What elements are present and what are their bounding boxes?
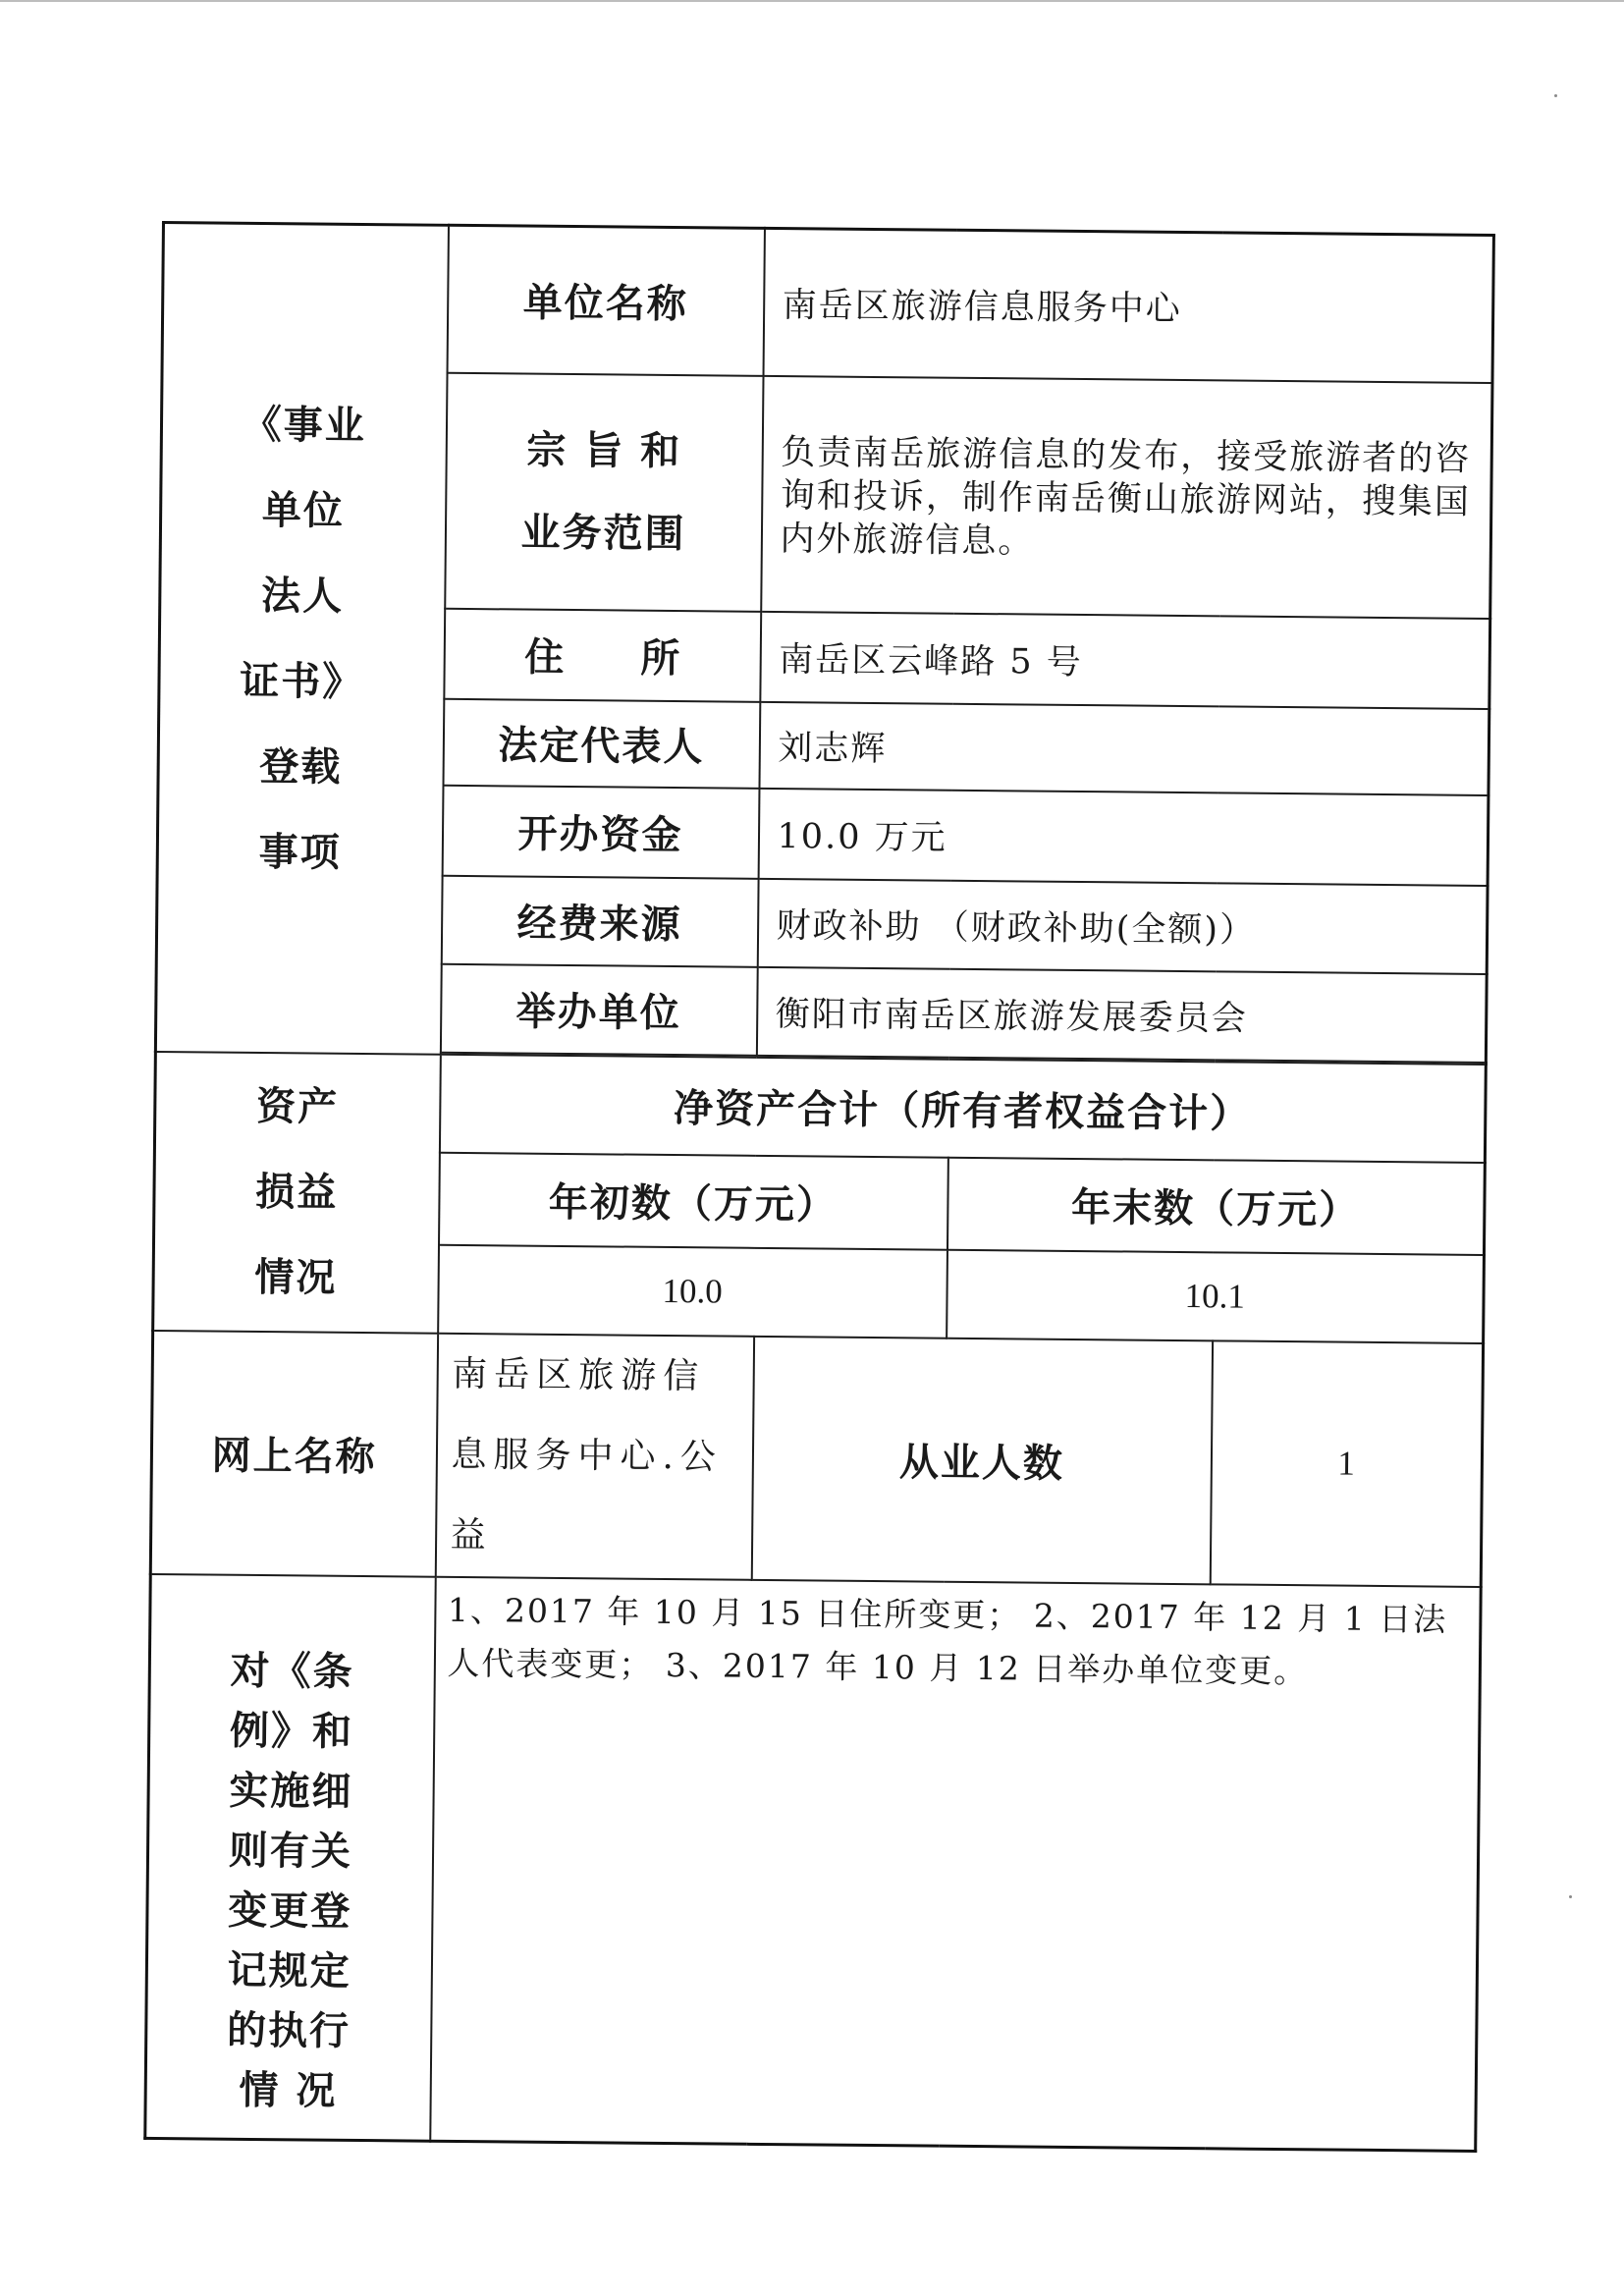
capital-value: 10.0 万元 <box>758 788 1489 885</box>
row-assets-heading <box>154 1051 1486 1162</box>
online-name-label: 网上名称 <box>150 1330 437 1576</box>
row-online-name <box>150 1330 1483 1586</box>
change-record-text: 1、2017 年 10 月 15 日住所变更； 2、2017 年 12 月 1 日法人代表变更； 3、2017 年 10 月 12 日举办单位变更。 <box>430 1576 1481 2151</box>
year-begin-label: 年初数（万元） <box>439 1152 948 1249</box>
funding-label: 经费来源 <box>441 875 758 966</box>
unit-name-value: 南岳区旅游信息服务中心 <box>763 228 1493 382</box>
cert-items-side-label <box>155 223 448 1055</box>
year-end-label: 年末数（万元） <box>947 1157 1485 1254</box>
year-end-value: 10.1 <box>947 1249 1485 1342</box>
side-label-line: 证书》 <box>240 657 364 705</box>
year-begin-value: 10.0 <box>438 1244 947 1338</box>
side-label-line: 资产 <box>255 1082 340 1130</box>
side-label-line: 变更登 <box>228 1886 352 1935</box>
side-label-line: 登载 <box>259 742 343 791</box>
purpose-label <box>445 372 763 611</box>
registration-table <box>143 221 1495 2153</box>
legal-rep-value: 刘志辉 <box>759 701 1489 794</box>
address-label-text: 住所 <box>524 633 757 683</box>
scan-speck <box>1569 1895 1572 1898</box>
purpose-value: 负责南岳旅游信息的发布，接受旅游者的咨询和投诉，制作南岳衡山旅游网站，搜集国内外旅游信息。 <box>761 375 1492 618</box>
side-label-line: 《事业 <box>242 401 366 449</box>
row-unit-name <box>162 223 1493 383</box>
purpose-label-line-2: 业务范围 <box>520 509 686 557</box>
side-label-line: 的执行 <box>226 2006 352 2054</box>
side-label-line: 记规定 <box>227 1946 352 1995</box>
assets-side-label <box>153 1051 441 1333</box>
side-label-line: 情况 <box>254 1253 338 1301</box>
online-name-value: 南岳区旅游信息服务中心.公益 <box>435 1333 753 1579</box>
sponsor-value: 衡阳市南岳区旅游发展委员会 <box>756 966 1487 1062</box>
side-label-line: 例》和 <box>229 1707 354 1755</box>
funding-value: 财政补助 （财政补助(全额)） <box>757 878 1488 973</box>
side-label-line: 损益 <box>255 1168 339 1216</box>
side-label-line: 对《条 <box>230 1647 354 1695</box>
sponsor-label: 举办单位 <box>440 963 757 1055</box>
side-label-line: 单位 <box>261 486 346 534</box>
side-label-line: 法人 <box>260 572 345 620</box>
side-label-line: 则有关 <box>228 1827 353 1875</box>
side-label-line: 事项 <box>258 828 342 876</box>
capital-label: 开办资金 <box>442 785 759 878</box>
purpose-label-line-1: 宗 旨 和 <box>526 426 682 474</box>
address-value: 南岳区云峰路 5 号 <box>760 611 1490 708</box>
staff-count-label: 从业人数 <box>751 1336 1212 1583</box>
address-label <box>444 608 761 701</box>
legal-rep-label: 法定代表人 <box>443 698 760 788</box>
side-label-line: 实施细 <box>229 1767 353 1815</box>
row-changes <box>145 1573 1481 2151</box>
side-label-line: 情 况 <box>239 2066 338 2114</box>
unit-name-label: 单位名称 <box>447 225 764 375</box>
scan-speck <box>1554 94 1557 97</box>
staff-count-value: 1 <box>1210 1340 1483 1587</box>
net-assets-heading: 净资产合计（所有者权益合计） <box>439 1054 1486 1162</box>
rules-side-label <box>145 1573 436 2141</box>
scan-edge-line <box>0 0 1624 2</box>
